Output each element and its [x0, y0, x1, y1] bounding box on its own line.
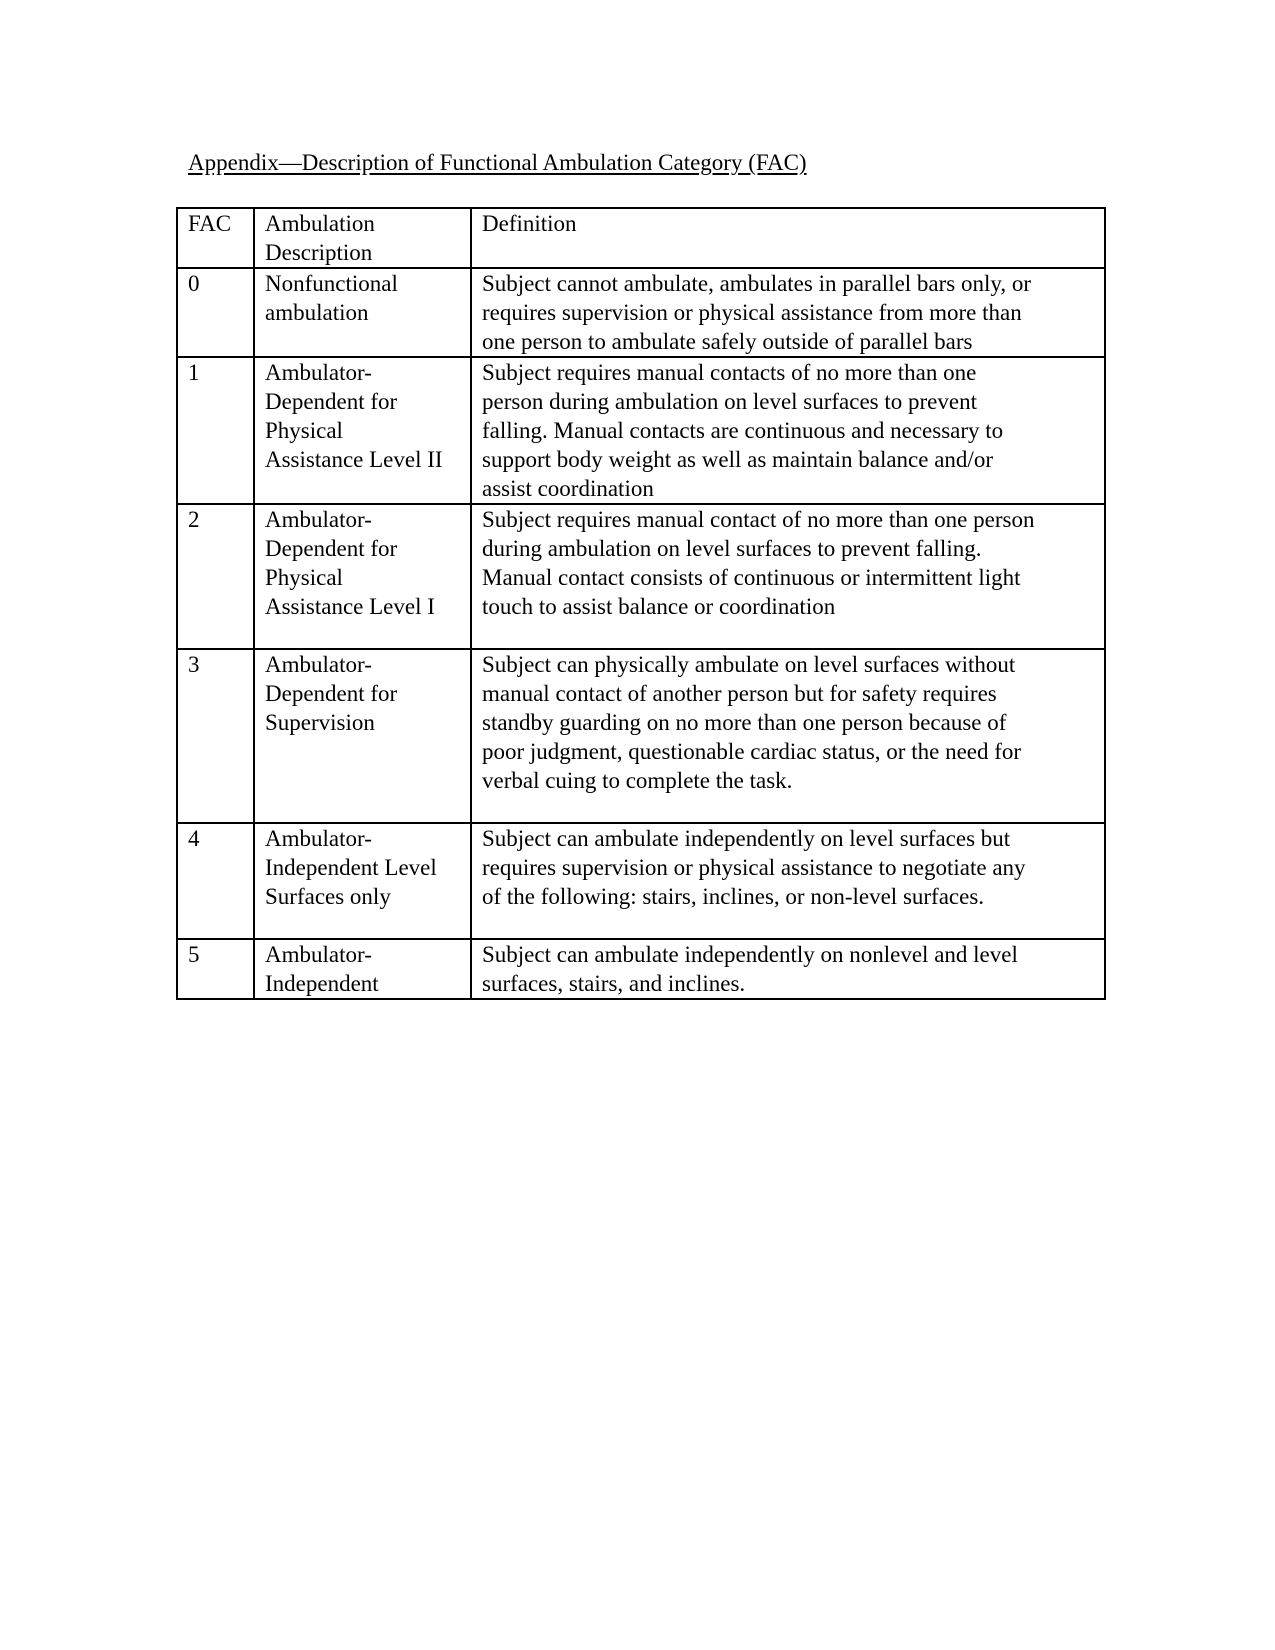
definition-line: surfaces, stairs, and inclines.	[482, 971, 746, 996]
fac-value: 0	[188, 271, 200, 296]
fac-cell	[177, 823, 254, 939]
definition-line: verbal cuing to complete the task.	[482, 768, 793, 793]
fac-table	[176, 207, 1106, 1000]
definition-line: support body weight as well as maintain balance and/or	[482, 447, 993, 472]
definition-line: person during ambulation on level surfaces to prevent	[482, 389, 977, 414]
fac-value: 5	[188, 942, 200, 967]
header-ambulation-description	[254, 208, 471, 268]
fac-value: 4	[188, 826, 200, 851]
definition-cell	[471, 504, 1105, 649]
definition-line: Manual contact consists of continuous or intermittent light	[482, 565, 1021, 590]
fac-value: 3	[188, 652, 200, 677]
appendix-title: Appendix—Description of Functional Ambulation Category (FAC)	[188, 150, 807, 175]
definition-line: Subject cannot ambulate, ambulates in parallel bars only, or	[482, 271, 1032, 296]
table-row	[177, 268, 1105, 357]
description-line: ambulation	[265, 300, 369, 325]
table-row	[177, 357, 1105, 504]
description-cell	[254, 268, 471, 357]
description-cell	[254, 823, 471, 939]
definition-line: touch to assist balance or coordination	[482, 594, 836, 619]
table-row	[177, 939, 1105, 999]
definition-line: requires supervision or physical assistance to negotiate any	[482, 855, 1026, 880]
table-row	[177, 823, 1105, 939]
table-header-row	[177, 208, 1105, 268]
description-line: Ambulator-	[265, 826, 372, 851]
description-line: Supervision	[265, 710, 375, 735]
definition-line: assist coordination	[482, 476, 654, 501]
fac-cell	[177, 939, 254, 999]
description-line: Physical	[265, 418, 343, 443]
definition-line: Subject can ambulate independently on nonlevel and level	[482, 942, 1018, 967]
definition-line: poor judgment, questionable cardiac status, or the need for	[482, 739, 1022, 764]
description-line: Assistance Level II	[265, 447, 443, 472]
fac-cell	[177, 268, 254, 357]
description-line: Dependent for	[265, 681, 398, 706]
description-line: Ambulator-	[265, 360, 372, 385]
definition-line: standby guarding on no more than one person because of	[482, 710, 1007, 735]
definition-line: during ambulation on level surfaces to prevent falling.	[482, 536, 982, 561]
table-row	[177, 504, 1105, 649]
description-line: Nonfunctional	[265, 271, 398, 296]
description-cell	[254, 649, 471, 823]
header-line: Description	[265, 240, 373, 265]
header-line: Ambulation	[265, 211, 375, 236]
header-fac-text: FAC	[188, 211, 232, 236]
definition-line: Subject requires manual contacts of no more than one	[482, 360, 977, 385]
definition-cell	[471, 649, 1105, 823]
fac-cell	[177, 649, 254, 823]
description-line: Dependent for	[265, 389, 398, 414]
header-definition-text: Definition	[482, 211, 577, 236]
definition-line: Subject requires manual contact of no more than one person	[482, 507, 1035, 532]
description-line: Surfaces only	[265, 884, 391, 909]
description-cell	[254, 504, 471, 649]
description-line: Assistance Level I	[265, 594, 435, 619]
definition-line: requires supervision or physical assistance from more than	[482, 300, 1022, 325]
description-line: Independent Level	[265, 855, 437, 880]
definition-cell	[471, 823, 1105, 939]
header-fac	[177, 208, 254, 268]
description-line: Ambulator-	[265, 652, 372, 677]
definition-cell	[471, 939, 1105, 999]
definition-cell	[471, 357, 1105, 504]
description-line: Ambulator-	[265, 507, 372, 532]
fac-value: 1	[188, 360, 200, 385]
header-definition	[471, 208, 1105, 268]
fac-value: 2	[188, 507, 200, 532]
table-row	[177, 649, 1105, 823]
fac-cell	[177, 357, 254, 504]
definition-line: manual contact of another person but for safety requires	[482, 681, 997, 706]
description-line: Dependent for	[265, 536, 398, 561]
definition-line: one person to ambulate safely outside of parallel bars	[482, 329, 973, 354]
definition-cell	[471, 268, 1105, 357]
definition-line: Subject can physically ambulate on level surfaces without	[482, 652, 1016, 677]
definition-line: Subject can ambulate independently on level surfaces but	[482, 826, 1011, 851]
description-cell	[254, 939, 471, 999]
definition-line: of the following: stairs, inclines, or non-level surfaces.	[482, 884, 985, 909]
description-line: Physical	[265, 565, 343, 590]
definition-line: falling. Manual contacts are continuous and necessary to	[482, 418, 1004, 443]
fac-cell	[177, 504, 254, 649]
description-line: Independent	[265, 971, 379, 996]
description-cell	[254, 357, 471, 504]
description-line: Ambulator-	[265, 942, 372, 967]
